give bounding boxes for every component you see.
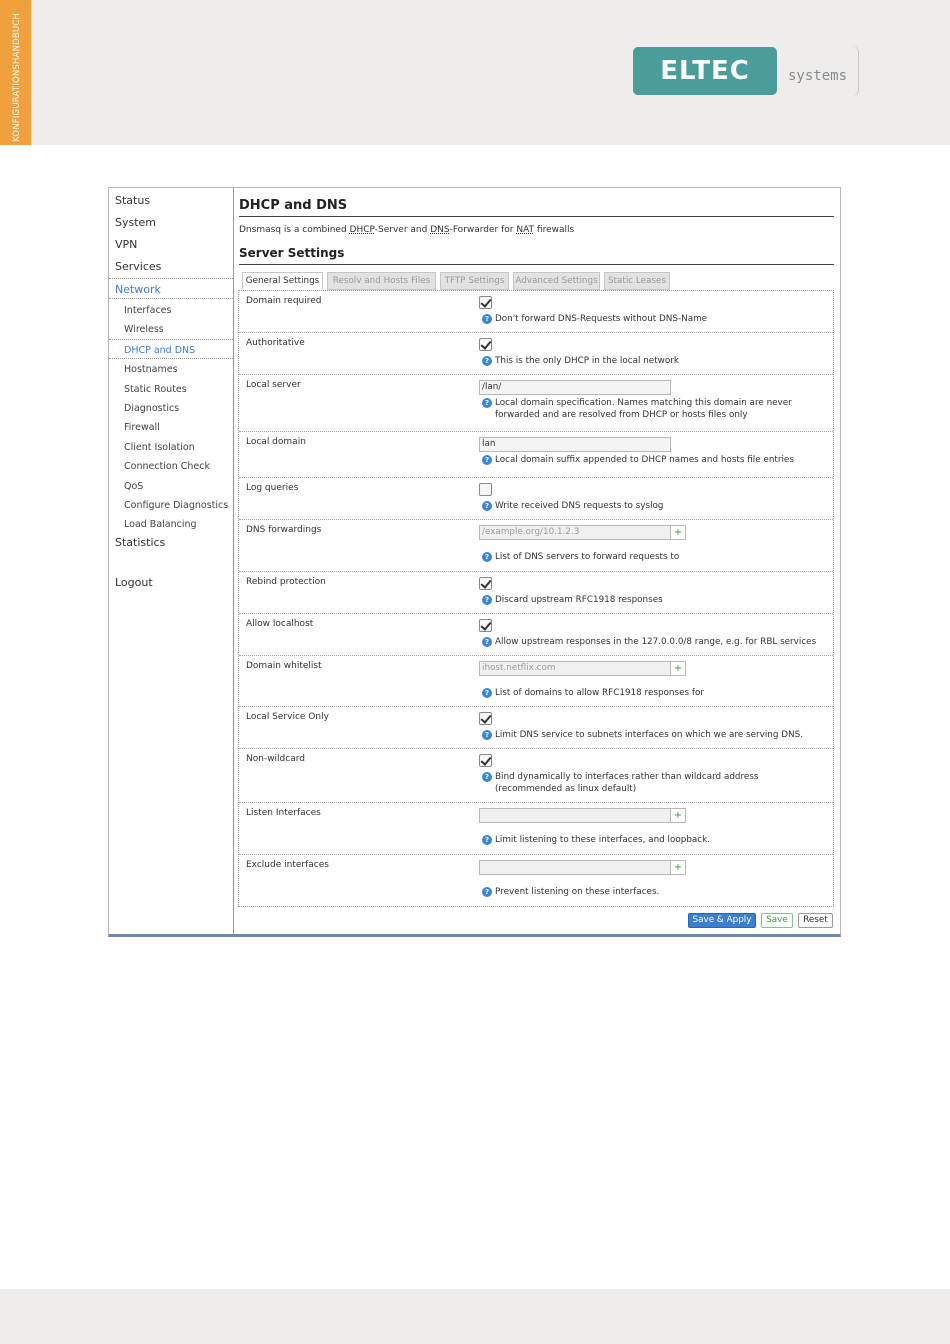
nav-sub-firewall[interactable]: Firewall (124, 422, 160, 434)
setting-row-allow-localhost (239, 614, 833, 656)
help-icon: ? (482, 501, 492, 511)
tab-general-settings[interactable]: General Settings (242, 272, 323, 290)
document-footer (0, 1289, 950, 1344)
nav-item-network[interactable]: Network (115, 283, 161, 296)
nav-item-status[interactable]: Status (115, 194, 151, 207)
hint-text: Prevent listening on these interfaces. (495, 887, 660, 897)
setting-row-local-server (239, 375, 833, 432)
setting-label: Domain whitelist (246, 661, 322, 671)
exclude-interfaces-input[interactable] (479, 860, 671, 875)
help-icon: ? (482, 637, 492, 647)
local-server-hint (482, 397, 792, 421)
domain-whitelist-dynlist (479, 661, 686, 676)
hint-text: Don't forward DNS-Requests without DNS-Name (495, 314, 708, 324)
local-service-only-hint (482, 729, 803, 741)
setting-row-exclude-interfaces (239, 855, 833, 906)
domain-whitelist-input[interactable]: ihost.netflix.com (479, 661, 671, 676)
add-entry-icon[interactable]: + (670, 808, 686, 823)
setting-row-non-wildcard (239, 749, 833, 803)
setting-label: DNS forwardings (246, 525, 322, 535)
setting-label: Local domain (246, 437, 306, 447)
setting-row-dns-forwardings (239, 520, 833, 572)
setting-label: Local Service Only (246, 712, 329, 722)
listen-interfaces-input[interactable] (479, 808, 671, 823)
save-apply-button[interactable]: Save & Apply (688, 913, 756, 928)
settings-panel (238, 290, 834, 907)
setting-row-authoritative (239, 333, 833, 375)
nav-item-services[interactable]: Services (115, 260, 162, 273)
tab-static-leases[interactable]: Static Leases (604, 272, 670, 290)
hint-text: Discard upstream RFC1918 responses (495, 595, 663, 605)
dns-forwardings-input[interactable]: /example.org/10.1.2.3 (479, 525, 671, 540)
help-icon: ? (482, 398, 492, 408)
nav-sub-wireless[interactable]: Wireless (124, 324, 164, 336)
help-icon: ? (482, 887, 492, 897)
help-icon: ? (482, 688, 492, 698)
local-domain-hint (482, 454, 794, 466)
help-icon: ? (482, 455, 492, 465)
reset-button[interactable]: Reset (798, 913, 833, 928)
help-icon: ? (482, 552, 492, 562)
tab-resolv-and-hosts-files[interactable]: Resolv and Hosts Files (327, 272, 436, 290)
listen-interfaces-hint (482, 834, 710, 846)
non-wildcard-hint (482, 771, 759, 795)
nav-sub-load-balancing[interactable]: Load Balancing (124, 519, 197, 531)
help-icon: ? (482, 772, 492, 782)
add-entry-icon[interactable]: + (670, 860, 686, 875)
setting-label: Log queries (246, 483, 299, 493)
nav-sub-diagnostics[interactable]: Diagnostics (124, 403, 180, 414)
log-queries-checkbox[interactable] (479, 483, 492, 496)
eltec-logo: ELTEC (633, 47, 777, 95)
nav-item-system[interactable]: System (115, 216, 157, 229)
nav-item-vpn[interactable]: VPN (115, 238, 138, 251)
non-wildcard-checkbox[interactable] (479, 754, 492, 767)
nav-sub-dhcp-and-dns[interactable]: DHCP and DNS (124, 344, 196, 356)
section-title: Server Settings (239, 246, 834, 265)
local-domain-input[interactable]: lan (479, 437, 671, 452)
tab-tftp-settings[interactable]: TFTP Settings (440, 272, 509, 290)
rebind-protection-hint (482, 594, 663, 606)
help-icon: ? (482, 356, 492, 366)
save-button[interactable]: Save (761, 913, 793, 928)
side-tab: KONFIGURATIONSHANDBUCH (0, 0, 31, 145)
listen-interfaces-dynlist (479, 808, 686, 823)
domain-whitelist-hint (482, 687, 704, 699)
logo-bracket (846, 45, 859, 97)
setting-row-local-domain (239, 432, 833, 478)
setting-label: Listen Interfaces (246, 808, 321, 818)
hint-text: This is the only DHCP in the local network (495, 356, 679, 366)
nav-sub-connection-check[interactable]: Connection Check (124, 461, 210, 473)
hint-text: Local domain specification. Names matching this domain are never forwarded and are resolved from DHCP or hosts files only (495, 398, 792, 420)
domain-required-checkbox[interactable] (479, 296, 492, 309)
log-queries-hint (482, 500, 664, 512)
hint-text: Write received DNS requests to syslog (495, 501, 664, 511)
setting-label: Rebind protection (246, 577, 326, 587)
setting-label: Authoritative (246, 338, 305, 348)
nav-sub-static-routes[interactable]: Static Routes (124, 383, 187, 395)
nav-sub-hostnames[interactable]: Hostnames (124, 364, 178, 376)
domain-required-hint (482, 313, 707, 325)
exclude-interfaces-dynlist (479, 860, 686, 875)
hint-text: Bind dynamically to interfaces rather than wildcard address (recommended as linux default) (495, 772, 759, 794)
setting-label: Domain required (246, 296, 322, 306)
hint-text: Local domain suffix appended to DHCP names and hosts file entries (495, 455, 794, 465)
exclude-interfaces-hint (482, 886, 659, 898)
tab-advanced-settings[interactable]: Advanced Settings (513, 272, 600, 290)
hint-text: List of DNS servers to forward requests to (495, 552, 680, 562)
setting-row-listen-interfaces (239, 803, 833, 855)
hint-text: Limit DNS service to subnets interfaces on which we are serving DNS. (495, 730, 803, 740)
add-entry-icon[interactable]: + (670, 525, 686, 540)
authoritative-checkbox[interactable] (479, 338, 492, 351)
help-icon: ? (482, 595, 492, 605)
nav-sub-client-isolation[interactable]: Client Isolation (124, 441, 195, 453)
setting-row-rebind-protection (239, 572, 833, 614)
logo-systems-text: systems (788, 68, 848, 84)
hint-text: Limit listening to these interfaces, and loopback. (495, 835, 711, 845)
hint-text: Allow upstream responses in the 127.0.0.0/8 range, e.g. for RBL services (495, 637, 817, 647)
sidebar (109, 188, 234, 934)
document-header (0, 0, 950, 145)
nav-sub-configure-diagnostics[interactable]: Configure Diagnostics (124, 500, 229, 511)
help-icon: ? (482, 314, 492, 324)
add-entry-icon[interactable]: + (670, 661, 686, 676)
setting-label: Local server (246, 380, 301, 390)
hint-text: List of domains to allow RFC1918 responses for (495, 688, 704, 698)
local-server-input[interactable]: /lan/ (479, 380, 671, 395)
setting-row-domain-whitelist (239, 656, 833, 707)
local-service-only-checkbox[interactable] (479, 712, 492, 725)
help-icon: ? (482, 835, 492, 845)
rebind-protection-checkbox[interactable] (479, 577, 492, 590)
nav-item-statistics[interactable]: Statistics (115, 536, 166, 549)
nav-sub-qos[interactable]: QoS (124, 480, 144, 492)
dns-forwardings-hint (482, 551, 679, 563)
luci-screenshot (108, 187, 841, 937)
dns-forwardings-dynlist (479, 525, 686, 540)
setting-label: Exclude interfaces (246, 860, 329, 870)
page-title: DHCP and DNS (239, 198, 834, 217)
nav-item-logout[interactable]: Logout (115, 576, 153, 589)
authoritative-hint (482, 355, 679, 367)
setting-label: Allow localhost (246, 619, 314, 629)
setting-row-local-service-only (239, 707, 833, 749)
setting-row-log-queries (239, 478, 833, 520)
setting-label: Non-wildcard (246, 754, 305, 764)
allow-localhost-checkbox[interactable] (479, 619, 492, 632)
allow-localhost-hint (482, 636, 816, 648)
page-description: Dnsmasq is a combined DHCP-Server and DNS-Forwarder for NAT firewalls (239, 225, 575, 235)
nav-sub-interfaces[interactable]: Interfaces (124, 305, 172, 316)
help-icon: ? (482, 730, 492, 740)
setting-row-domain-required (239, 291, 833, 333)
